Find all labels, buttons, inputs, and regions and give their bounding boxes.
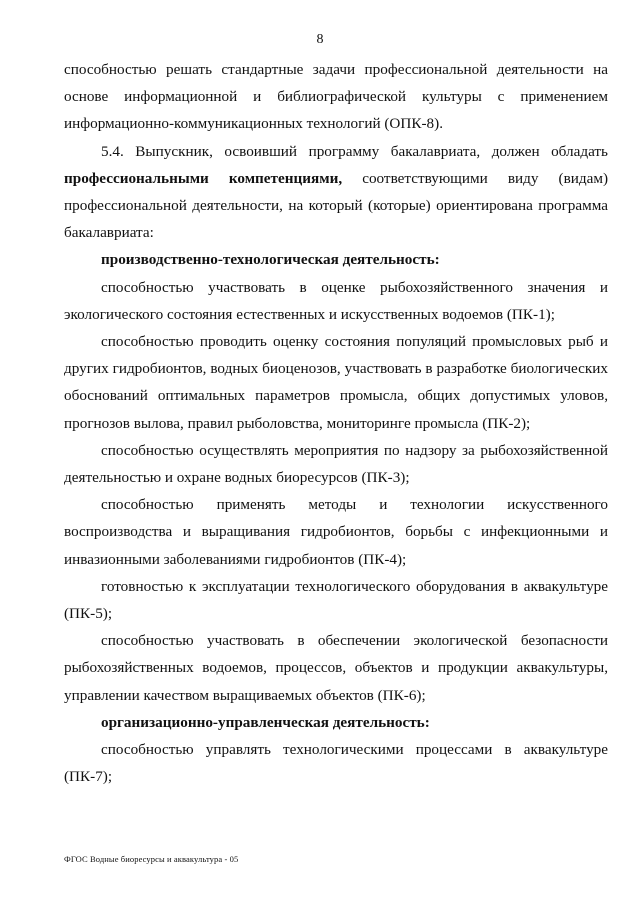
competence-pk1: способностью участвовать в оценке рыбохозяйственного значения и экологического состояния естественных и искусственных водоемов (ПК-1); — [64, 278, 608, 323]
paragraph-5-4-rest: соответствующими виду (видам) профессиональной деятельности, на который (которые) ориентирована программа бакалавриата: — [64, 169, 609, 242]
competence-pk6: способностью участвовать в обеспечении экологической безопасности рыбохозяйственных водоемов, процессов, объектов и продукции аквакультуры, управлении качеством выращиваемых объектов (ПК-6); — [64, 632, 608, 704]
heading-production-technological: производственно-технологическая деятельность: — [101, 251, 440, 269]
competence-pk7: способностью управлять технологическими процессами в аквакультуре (ПК-7); — [64, 741, 608, 786]
page-number: 8 — [316, 32, 324, 47]
paragraph-5-4-bold: профессиональными компетенциями, — [64, 169, 343, 187]
competence-pk3: способностью осуществлять мероприятия по надзору за рыбохозяйственной деятельностью и охране водных биоресурсов (ПК-3); — [64, 441, 608, 487]
body-text — [64, 56, 608, 790]
competence-pk4: способностью применять методы и технологии искусственного воспроизводства и выращивания гидробионтов, борьбы с инфекционными и инвазионными заболеваниями гидробионтов (ПК-4); — [64, 496, 608, 568]
footer-note: ФГОС Водные биоресурсы и аквакультура - 05 — [64, 854, 239, 864]
paragraph-opk8: способностью решать стандартные задачи профессиональной деятельности на основе информационной и библиографической культуры с применением информационно-коммуникационных технологий (ОПК-8). — [64, 61, 608, 133]
paragraph-5-4 — [64, 138, 608, 247]
paragraph-5-4-intro: 5.4. Выпускник, освоивший программу бакалавриата, должен обладать — [101, 142, 608, 160]
competence-pk5: готовностью к эксплуатации технологического оборудования в аквакультуре (ПК-5); — [64, 577, 608, 623]
heading-organizational-managerial: организационно-управленческая деятельность: — [101, 713, 430, 731]
competence-pk2: способностью проводить оценку состояния популяций промысловых рыб и других гидробионтов, водных биоценозов, участвовать в разработке биологических обоснований оптимальных параметров промысла, общих допустимых уловов, прогнозов вылова, правил рыболовства, мониторинге промысла (ПК-2); — [64, 333, 608, 432]
